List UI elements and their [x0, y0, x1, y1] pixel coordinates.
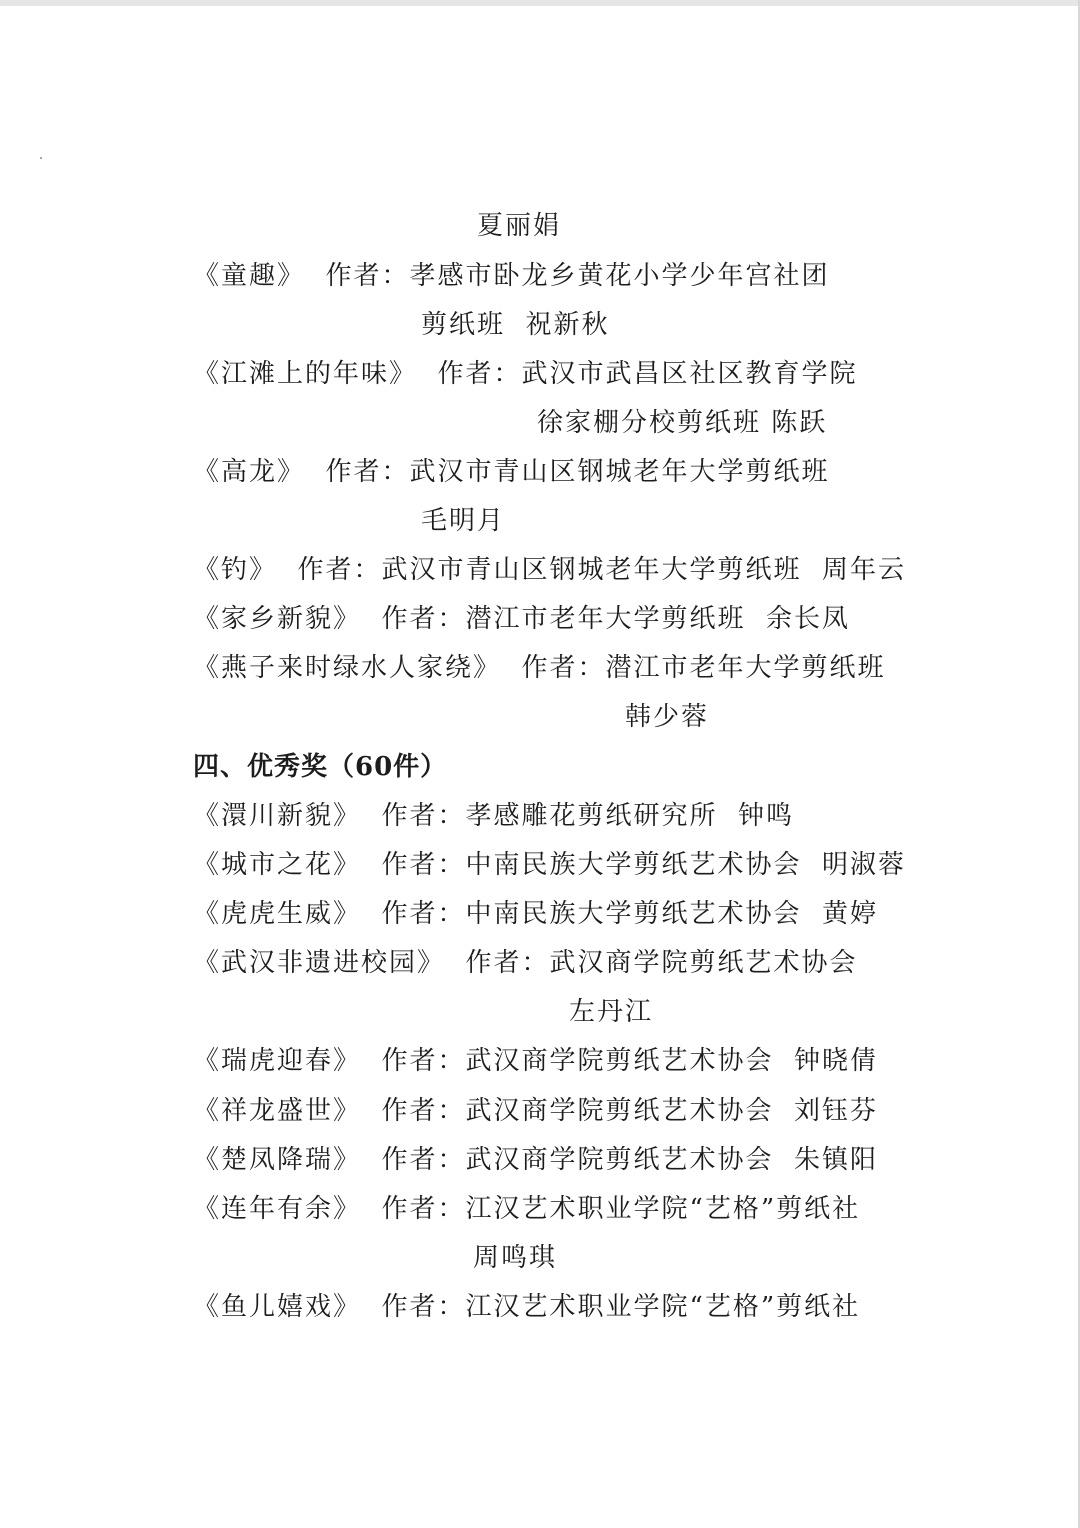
award-entry: 《家乡新貌》 作者：潜江市老年大学剪纸班 余长凤 — [193, 604, 851, 634]
award-entry-continuation: 毛明月 — [421, 506, 506, 536]
award-entry: 《城市之花》 作者：中南民族大学剪纸艺术协会 明淑蓉 — [193, 850, 907, 880]
scan-top-edge — [0, 0, 1080, 6]
award-entry-continuation: 徐家棚分校剪纸班 陈跃 — [537, 408, 828, 438]
award-entry: 《江滩上的年味》 作者：武汉市武昌区社区教育学院 — [193, 359, 858, 389]
award-entry: 《童趣》 作者：孝感市卧龙乡黄花小学少年宫社团 — [193, 261, 830, 291]
award-entry: 《高龙》 作者：武汉市青山区钢城老年大学剪纸班 — [193, 457, 830, 487]
award-entry-continuation: 剪纸班 祝新秋 — [421, 310, 610, 340]
award-entry: 《祥龙盛世》 作者：武汉商学院剪纸艺术协会 刘钰芬 — [193, 1096, 879, 1126]
award-entry: 《燕子来时绿水人家绕》 作者：潜江市老年大学剪纸班 — [193, 653, 886, 683]
award-entry: 《武汉非遗进校园》 作者：武汉商学院剪纸艺术协会 — [193, 948, 858, 978]
award-entry: 《钓》 作者：武汉市青山区钢城老年大学剪纸班 周年云 — [193, 555, 907, 585]
award-entry: 《楚凤降瑞》 作者：武汉商学院剪纸艺术协会 朱镇阳 — [193, 1145, 879, 1175]
award-entry: 《澴川新貌》 作者：孝感雕花剪纸研究所 钟鸣 — [193, 801, 795, 831]
award-entry-continuation: 左丹江 — [569, 997, 654, 1027]
scan-speck — [40, 157, 42, 159]
award-entry: 《虎虎生威》 作者：中南民族大学剪纸艺术协会 黄婷 — [193, 899, 879, 929]
section-heading: 四、优秀奖（60件） — [193, 752, 448, 782]
award-entry-continuation: 周鸣琪 — [473, 1243, 558, 1273]
award-entry-continuation: 韩少蓉 — [625, 702, 710, 732]
award-entry: 《瑞虎迎春》 作者：武汉商学院剪纸艺术协会 钟晓倩 — [193, 1046, 879, 1076]
award-entry: 《鱼儿嬉戏》 作者：江汉艺术职业学院“艺格”剪纸社 — [193, 1292, 861, 1322]
award-entry: 《连年有余》 作者：江汉艺术职业学院“艺格”剪纸社 — [193, 1194, 861, 1224]
award-entry-continuation: 夏丽娟 — [477, 211, 562, 241]
